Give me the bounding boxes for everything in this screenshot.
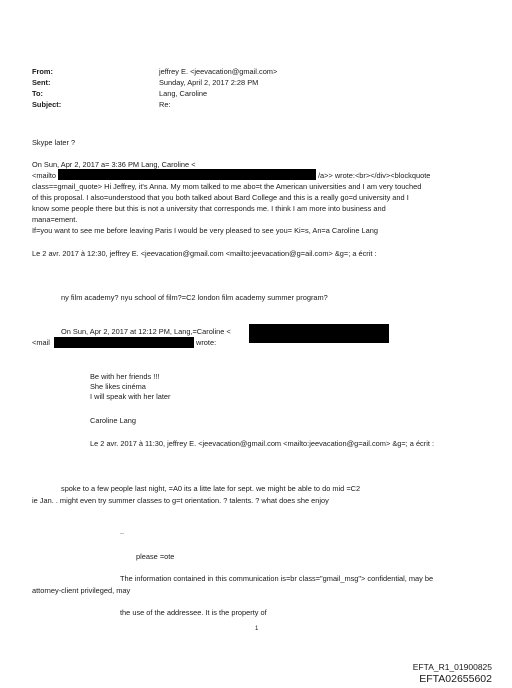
- confidential-line: the use of the addressee. It is the property of: [120, 608, 267, 617]
- quote2-wrote: wrote:: [196, 338, 217, 347]
- friends-line: She likes cinéma: [90, 382, 146, 391]
- friends-line: I will speak with her later: [90, 392, 171, 401]
- quote1-para-line: class==gmail_quote> Hi Jeffrey, it's Anna. My mom talked to me abo=t the American universities and I am very touched: [32, 182, 422, 191]
- please-note: please =ote: [136, 552, 175, 561]
- quote2-mailto: <mail: [32, 338, 50, 347]
- redaction-box: [249, 324, 389, 343]
- film-academy-line: ny film academy? nyu school of film?=C2 london film academy summer program?: [61, 293, 328, 302]
- ellipsis: ..: [120, 527, 125, 536]
- from-value: jeffrey E. <jeevacation@gmail.com>: [159, 67, 278, 76]
- bates-id-1: EFTA_R1_01900825: [412, 662, 492, 672]
- spoke-line: ie Jan. . might even try summer classes to g=t orientation. ? talents. ? what does she enjoy: [32, 496, 329, 505]
- redaction-box: [54, 337, 194, 348]
- confidential-line: attorney-client privileged, may: [32, 586, 131, 595]
- signature: Caroline Lang: [90, 416, 137, 425]
- page-number: 1: [255, 626, 259, 632]
- quote1-header: On Sun, Apr 2, 2017 a= 3:36 PM Lang, Caroline <: [32, 160, 196, 169]
- subject-value: Re:: [159, 100, 171, 109]
- from-label: From:: [32, 67, 53, 76]
- friends-line: Be with her friends !!!: [90, 372, 160, 381]
- spoke-line: spoke to a few people last night, =A0 its a litte late for sept. we might be able to do mid =C2: [61, 484, 361, 493]
- quote1-para-line: If=you want to see me before leaving Paris I would be very pleased to see you= Ki=s, An=a Caroline Lang: [32, 226, 378, 235]
- subject-label: Subject:: [32, 100, 62, 109]
- quote1-para-line: know some people there but this is not a university that corresponds me. I think I am more into business and: [32, 204, 386, 213]
- to-label: To:: [32, 89, 43, 98]
- quote2-header: On Sun, Apr 2, 2017 at 12:12 PM, Lang,=Caroline <: [61, 327, 231, 336]
- to-value: Lang, Caroline: [159, 89, 208, 98]
- quote1-para-line: mana=ement.: [32, 215, 78, 224]
- bates-id-2: EFTA02655602: [419, 673, 492, 685]
- redaction-box: [58, 169, 316, 180]
- quote1-wrote: /a>> wrote:<br></div><blockquote: [318, 171, 431, 180]
- quote1-para-line: of this proposal. I also=understood that you both talked about Bard College and this is a really go=d university and I: [32, 193, 409, 202]
- skype-line: Skype later ?: [32, 138, 76, 147]
- confidential-line: The information contained in this communication is=br class="gmail_msg"> confidential, may be: [120, 574, 434, 583]
- sent-label: Sent:: [32, 78, 51, 87]
- sent-value: Sunday, April 2, 2017 2:28 PM: [159, 78, 259, 87]
- reply-header-1230: Le 2 avr. 2017 à 12:30, jeffrey E. <jeevacation@gmail.com <mailto:jeevacation@g=ail.com> &g=; a écrit :: [32, 249, 377, 258]
- reply-header-1130: Le 2 avr. 2017 à 11:30, jeffrey E. <jeevacation@gmail.com <mailto:jeevacation@g=ail.com> &g=; a écrit :: [90, 439, 435, 448]
- quote1-mailto: <mailto: [32, 171, 57, 180]
